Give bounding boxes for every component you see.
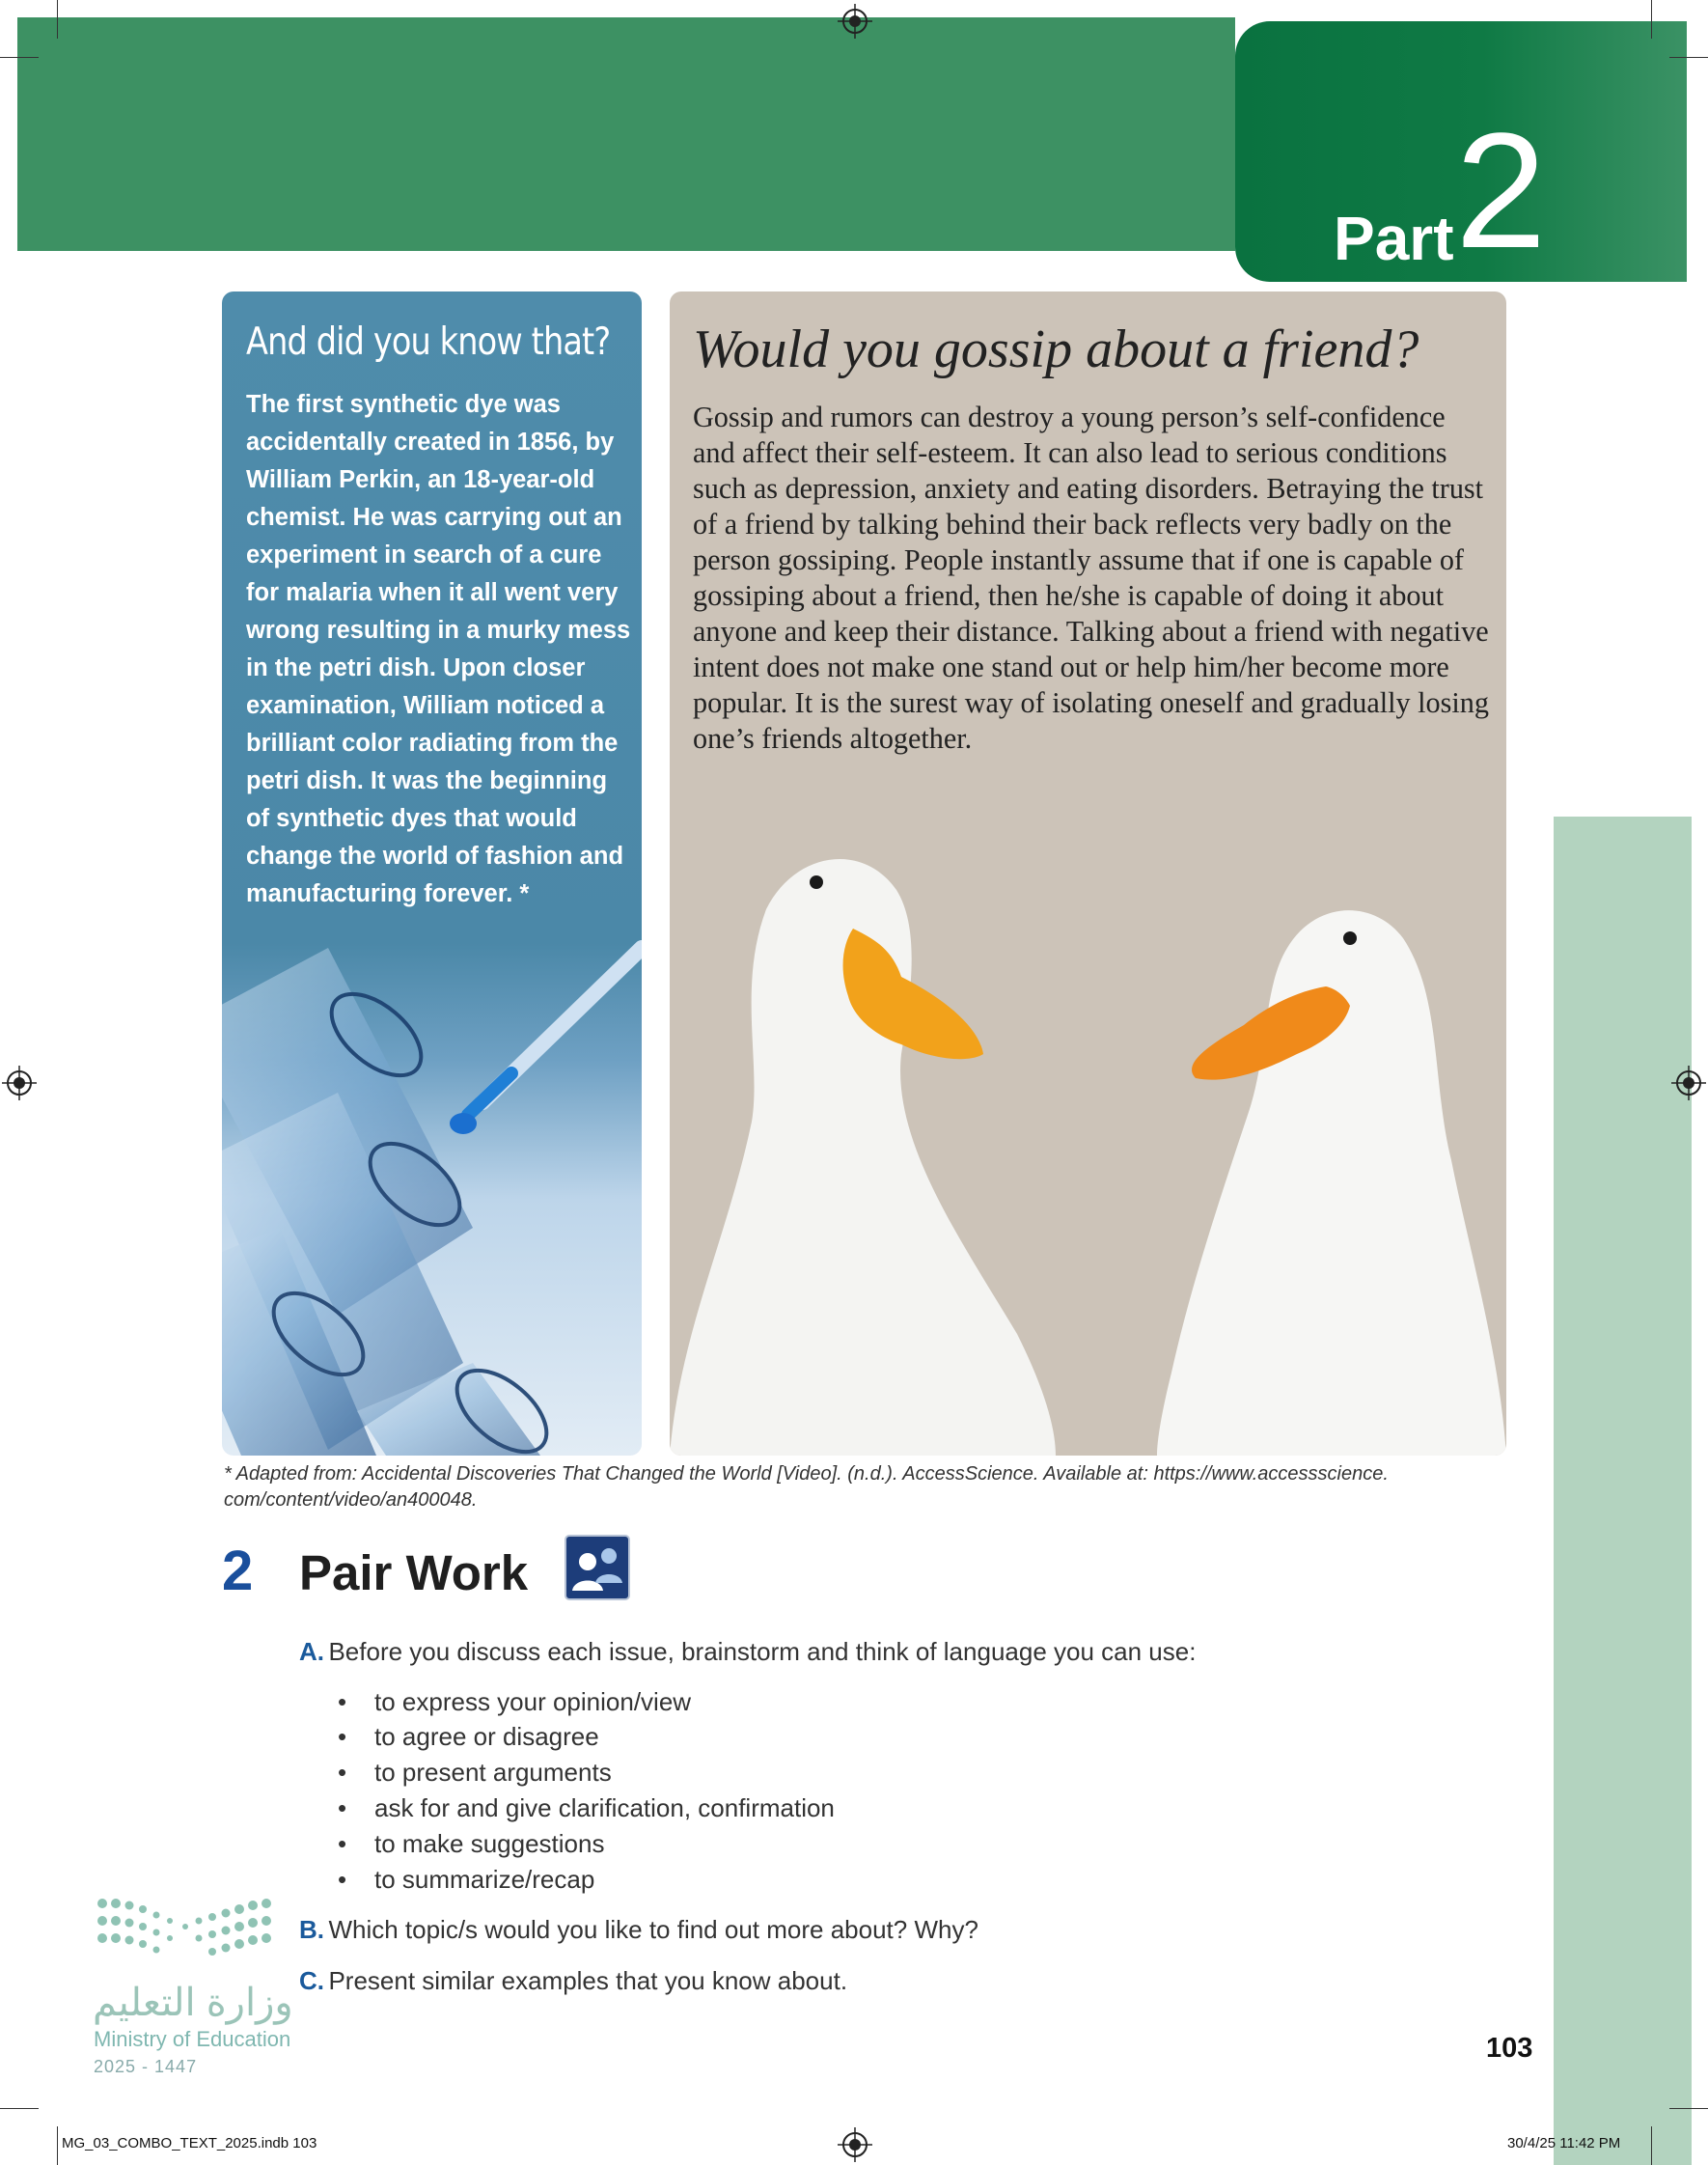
list-item-text: to express your opinion/view — [374, 1687, 692, 1716]
section-title: Pair Work — [299, 1545, 529, 1600]
crop-mark — [1669, 57, 1708, 58]
question-b — [299, 1915, 978, 1945]
crop-mark — [1651, 2126, 1652, 2165]
question-a — [299, 1637, 1196, 1667]
did-you-know-body: The first synthetic dye was accidentally created in 1856, by William Perkin, an 18-year-old chemist. He was carrying out an experiment in search of a cure for malaria when it all went very wrong resulting in a murky mess in the petri dish. Upon closer examination, William noticed a brilliant color radiating from the petri dish. It was the beginning of synthetic dyes that would change the world of fashion and manufacturing forever. * — [246, 391, 631, 907]
crop-mark — [0, 2108, 39, 2109]
list-item: • to express your opinion/view — [338, 1687, 692, 1716]
list-item: • to summarize/recap — [338, 1865, 595, 1894]
crop-mark — [1651, 0, 1652, 39]
did-you-know-title: And did you know that? — [246, 320, 611, 364]
side-stripe — [1554, 817, 1692, 2165]
list-item: • ask for and give clarification, confirmation — [338, 1793, 835, 1822]
gossip-body: Gossip and rumors can destroy a young person’s self-confidence and affect their self-esteem. It can also lead to serious conditions such as depression, anxiety and eating disorders. Betraying the trust of a friend by talking behind their back reflects very badly on the person gossiping. People instantly assume that if one is capable of gossiping about a friend, then he/she is capable of doing it about anyone and keep their distance. Talking about a friend with negative intent does not make one stand out or help him/her become more popular. It is the surest way of isolating oneself and gradually losing one’s friends altogether. — [693, 401, 1489, 755]
gossip-panel — [670, 291, 1506, 1456]
ducks-image — [670, 832, 1506, 1456]
list-item: • to present arguments — [338, 1758, 612, 1787]
crop-mark — [1669, 2108, 1708, 2109]
registration-mark-icon — [838, 4, 872, 39]
footnote: * Adapted from: Accidental Discoveries That Changed the World [Video]. (n.d.). AccessScience. Available at: https://www.accessscience. com/content/video/an400048. — [224, 1463, 1389, 1511]
list-item: • to agree or disagree — [338, 1722, 599, 1751]
crop-mark — [0, 57, 39, 58]
part-label: Part — [1334, 204, 1454, 273]
question-text: Before you discuss each issue, brainstorm and think of language you can use: — [328, 1637, 1197, 1666]
list-item-text: to summarize/recap — [374, 1865, 595, 1894]
question-letter: A. — [299, 1637, 324, 1666]
list-item-text: to present arguments — [374, 1758, 612, 1787]
gossip-title: Would you gossip about a friend? — [693, 319, 1419, 379]
question-text: Which topic/s would you like to find out more about? Why? — [328, 1915, 978, 1944]
question-letter: C. — [299, 1966, 324, 1995]
crop-mark — [57, 2126, 58, 2165]
ministry-logo-dots — [93, 1894, 315, 1981]
ministry-year: 2025 - 1447 — [94, 2057, 198, 2076]
part-number: 2 — [1455, 99, 1547, 283]
page-number: 103 — [1486, 2033, 1533, 2064]
print-slug-right: 30/4/25 11:42 PM — [1507, 2135, 1621, 2151]
registration-mark-icon — [1671, 1066, 1706, 1100]
list-item-text: to make suggestions — [374, 1829, 605, 1858]
question-c — [299, 1966, 847, 1996]
header-band — [17, 17, 1235, 251]
question-letter: B. — [299, 1915, 324, 1944]
ministry-arabic-name: وزارة التعليم — [93, 1982, 293, 2024]
pair-work-icon — [565, 1535, 630, 1600]
list-item-text: ask for and give clarification, confirmation — [374, 1793, 835, 1822]
section-number: 2 — [222, 1540, 254, 1602]
question-text: Present similar examples that you know about. — [328, 1966, 848, 1995]
print-slug-left: MG_03_COMBO_TEXT_2025.indb 103 — [62, 2135, 317, 2151]
registration-mark-icon — [838, 2127, 872, 2162]
list-item: • to make suggestions — [338, 1829, 605, 1858]
did-you-know-panel — [222, 291, 642, 1456]
ministry-english-name: Ministry of Education — [94, 2027, 291, 2051]
test-tubes-image — [222, 909, 642, 1456]
list-item-text: to agree or disagree — [374, 1722, 599, 1751]
registration-mark-icon — [2, 1066, 37, 1100]
crop-mark — [57, 0, 58, 39]
